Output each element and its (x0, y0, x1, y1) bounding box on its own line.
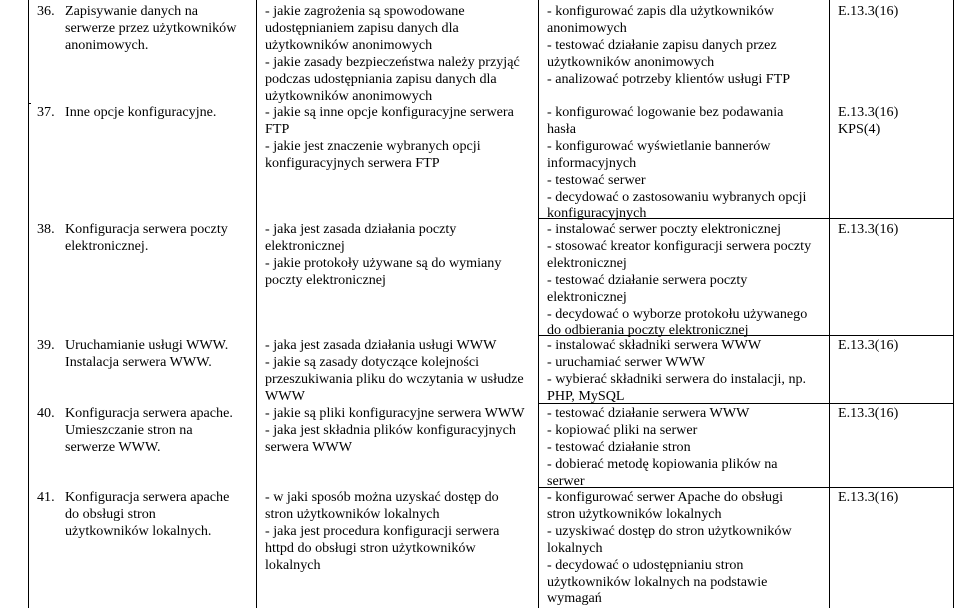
row-skills: - konfigurować zapis dla użytkowników anonimowych - testować działanie zapisu danych przez użytkowników anonimowych - analizować potrzeby klientów usługi FTP (547, 3, 791, 87)
row-content: - jaka jest zasada działania usługi WWW - jakie są zasady dotyczące kolejności przeszukiwania pliku do wczytania w usłudze WWW (265, 337, 524, 404)
row-topic: Konfiguracja serwera apache. Umieszczanie stron na serwerze WWW. (65, 405, 233, 455)
row-topic: Konfiguracja serwera apache do obsługi stron użytkowników lokalnych. (65, 489, 230, 539)
row-reference: E.13.3(16) (838, 3, 899, 19)
row-content: - jakie są pliki konfiguracyjne serwera WWW - jaka jest składnia plików konfiguracyjnych serwera WWW (265, 405, 525, 455)
row-skills: - konfigurować serwer Apache do obsługi stron użytkowników lokalnych - uzyskiwać dostęp do stron użytkowników lokalnych - decydować o udostępnianiu stron użytkowników lokalnych na podstawie wymagań (547, 489, 792, 607)
row-reference: E.13.3(16) (838, 221, 899, 237)
row-reference: E.13.3(16) (838, 337, 899, 353)
table-border-col1 (256, 0, 257, 608)
table-border-right (953, 0, 954, 608)
row-reference: E.13.3(16) (838, 405, 899, 421)
row-topic: Konfiguracja serwera poczty elektronicznej. (65, 221, 228, 254)
row-reference: E.13.3(16) (838, 489, 899, 505)
row-number: 39. (37, 337, 55, 353)
row-content: - jakie są inne opcje konfiguracyjne serwera FTP - jakie jest znaczenie wybranych opcji konfiguracyjnych serwera FTP (265, 104, 514, 171)
row-skills: - instalować serwer poczty elektronicznej - stosować kreator konfiguracji serwera poczty elektronicznej - testować działanie serwera poczty elektronicznej - decydować o wyborze protokołu używanego do odbierania poczty elektronicznej (547, 221, 812, 339)
row-number: 41. (37, 489, 55, 505)
row-skills: - konfigurować logowanie bez podawania hasła - konfigurować wyświetlanie bannerów informacyjnych - testować serwer - decydować o zastosowaniu wybranych opcji konfiguracyjnych (547, 104, 807, 222)
table-border-col2 (538, 0, 539, 608)
row-skills: - testować działanie serwera WWW - kopiować pliki na serwer - testować działanie stron - dobierać metodę kopiowania plików na serwer (547, 405, 778, 489)
row-content: - jaka jest zasada działania poczty elektronicznej - jakie protokoły używane są do wymiany poczty elektronicznej (265, 221, 502, 288)
row-topic: Uruchamianie usługi WWW. Instalacja serwera WWW. (65, 337, 229, 370)
row-skills: - instalować składniki serwera WWW - uruchamiać serwer WWW - wybierać składniki serwera do instalacji, np. PHP, MySQL (547, 337, 807, 404)
row-number: 36. (37, 3, 55, 19)
row-reference: E.13.3(16) KPS(4) (838, 104, 899, 137)
row-number: 38. (37, 221, 55, 237)
table-border-col3 (829, 0, 830, 608)
row-topic: Zapisywanie danych na serwerze przez użytkowników anonimowych. (65, 3, 237, 53)
row-content: - jakie zagrożenia są spowodowane udostępnianiem zapisu danych dla użytkowników anonimowych - jakie zasady bezpieczeństwa należy przyjąć podczas udostępniania zapisu danych dla użytkowników anonimowych (265, 3, 520, 104)
row-content: - w jaki sposób można uzyskać dostęp do stron użytkowników lokalnych - jaka jest procedura konfiguracji serwera httpd do obsługi stron użytkowników lokalnych (265, 489, 500, 573)
table-border-left (28, 0, 29, 608)
row-divider-36-37 (28, 103, 31, 104)
row-number: 37. (37, 104, 55, 120)
row-topic: Inne opcje konfiguracyjne. (65, 104, 217, 120)
row-number: 40. (37, 405, 55, 421)
